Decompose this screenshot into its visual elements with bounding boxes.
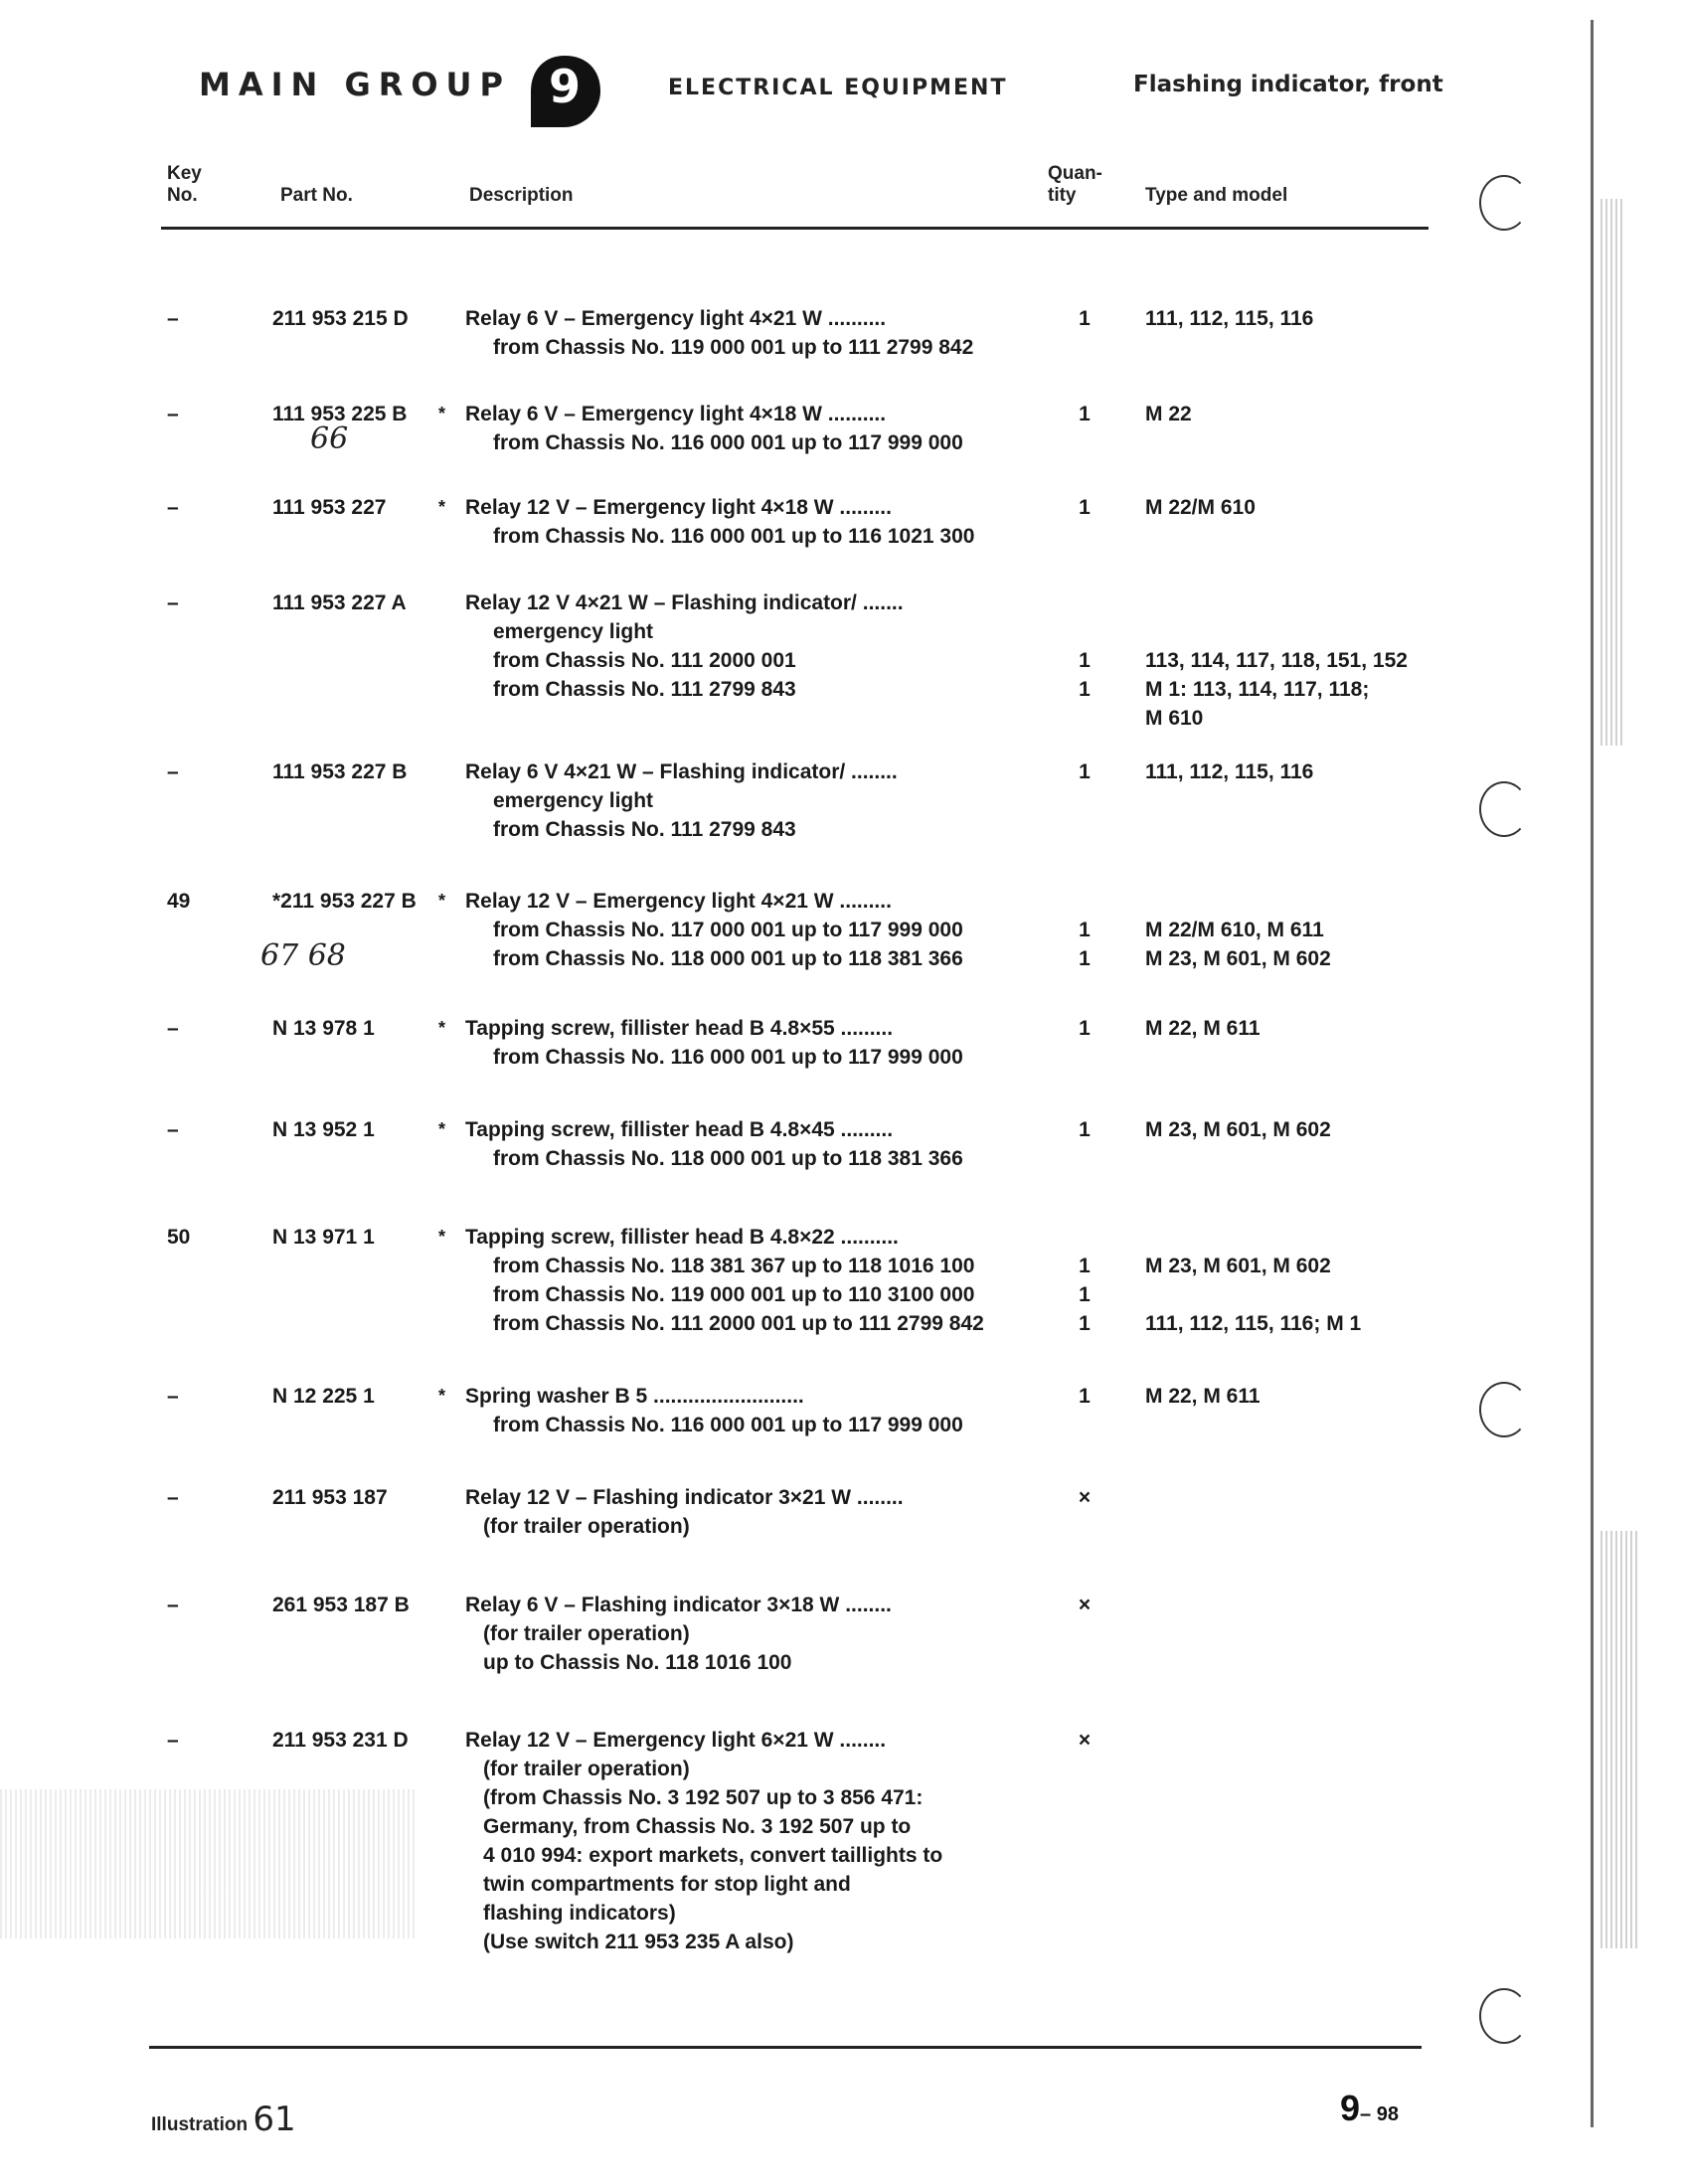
- type-model: 113, 114, 117, 118, 151, 152: [1145, 649, 1408, 672]
- description-line: Relay 12 V – Emergency light 6×21 W ........: [465, 1729, 887, 1752]
- type-model: M 1: 113, 114, 117, 118;: [1145, 678, 1370, 701]
- key-no: 49: [167, 890, 191, 913]
- key-no: –: [167, 1729, 179, 1752]
- description-line: Relay 12 V – Flashing indicator 3×21 W ........: [465, 1486, 904, 1509]
- quantity: 1: [1079, 947, 1091, 970]
- description-line: from Chassis No. 117 000 001 up to 117 999 000: [493, 919, 963, 941]
- description-line: from Chassis No. 116 000 001 up to 116 1021 300: [493, 525, 975, 548]
- part-no: 211 953 231 D: [272, 1729, 409, 1752]
- description-line: from Chassis No. 111 2799 843: [493, 818, 796, 841]
- description-line: up to Chassis No. 118 1016 100: [483, 1651, 792, 1674]
- quantity: ×: [1078, 1594, 1092, 1616]
- revision-star: *: [438, 497, 446, 517]
- quantity: 1: [1079, 403, 1091, 425]
- illustration-label: Illustration: [151, 2114, 249, 2135]
- description-line: from Chassis No. 116 000 001 up to 117 999 000: [493, 1414, 963, 1436]
- description-line: (for trailer operation): [483, 1758, 690, 1780]
- type-model: M 22, M 611: [1145, 1017, 1261, 1040]
- col-description: Description: [469, 185, 574, 206]
- quantity: 1: [1079, 1283, 1091, 1306]
- key-no: –: [167, 307, 179, 330]
- type-model: M 23, M 601, M 602: [1145, 1118, 1331, 1141]
- type-model: M 22/M 610: [1145, 496, 1256, 519]
- subsection-title: Flashing indicator, front: [1133, 72, 1443, 97]
- part-no: 211 953 215 D: [272, 307, 409, 330]
- revision-star: *: [438, 404, 446, 423]
- description-line: flashing indicators): [483, 1902, 676, 1925]
- part-no: N 12 225 1: [272, 1385, 375, 1408]
- type-model: M 22: [1145, 403, 1192, 425]
- revision-star: *: [438, 1227, 446, 1247]
- scan-artifact: [0, 1789, 418, 1938]
- type-model: M 22, M 611: [1145, 1385, 1261, 1408]
- footer-rule: [149, 2046, 1422, 2049]
- quantity: 1: [1079, 678, 1091, 701]
- col-quantity-line2: tity: [1048, 185, 1077, 206]
- description-line: Spring washer B 5 ..........................: [465, 1385, 804, 1408]
- quantity: 1: [1079, 649, 1091, 672]
- key-no: –: [167, 1017, 179, 1040]
- revision-star: *: [438, 1386, 446, 1406]
- part-no: 111 953 227 B: [272, 760, 408, 783]
- quantity: 1: [1079, 760, 1091, 783]
- description-line: (for trailer operation): [483, 1622, 690, 1645]
- description: [465, 757, 1052, 844]
- type-model: M 610: [1145, 707, 1204, 730]
- description-line: from Chassis No. 111 2000 001: [493, 649, 796, 672]
- description-line: Relay 6 V – Emergency light 4×18 W ..........: [465, 403, 887, 425]
- key-no: –: [167, 403, 179, 425]
- description-line: Germany, from Chassis No. 3 192 507 up to: [483, 1815, 912, 1838]
- description-line: Tapping screw, fillister head B 4.8×22 ..........: [465, 1226, 899, 1249]
- description: [465, 1483, 1052, 1541]
- part-no: 111 953 225 B: [272, 403, 408, 425]
- header-rule: [161, 227, 1429, 230]
- description-line: 4 010 994: export markets, convert taillights to: [483, 1844, 943, 1867]
- main-group-label: MAIN GROUP: [199, 66, 511, 103]
- description-line: Relay 6 V – Emergency light 4×21 W ..........: [465, 307, 887, 330]
- page-number-main: 9: [1340, 2088, 1361, 2128]
- part-no: 111 953 227 A: [272, 591, 407, 614]
- description-line: Relay 12 V – Emergency light 4×18 W .........: [465, 496, 892, 519]
- description: [465, 493, 1052, 551]
- scan-artifact: [1600, 199, 1622, 746]
- description-line: from Chassis No. 119 000 001 up to 110 3100 000: [493, 1283, 975, 1306]
- group-number-badge: [527, 54, 602, 129]
- description-line: Relay 6 V – Flashing indicator 3×18 W ........: [465, 1594, 892, 1616]
- key-no: –: [167, 591, 179, 614]
- quantity: 1: [1079, 1255, 1091, 1277]
- quantity: 1: [1079, 919, 1091, 941]
- description-line: from Chassis No. 116 000 001 up to 117 999 000: [493, 1046, 963, 1069]
- part-no: 111 953 227: [272, 496, 387, 519]
- description-line: (for trailer operation): [483, 1515, 690, 1538]
- revision-star: *: [438, 891, 446, 911]
- part-no: 261 953 187 B: [272, 1594, 410, 1616]
- col-part-no: Part No.: [280, 185, 353, 206]
- type-model: M 23, M 601, M 602: [1145, 947, 1331, 970]
- quantity: ×: [1078, 1486, 1092, 1509]
- type-model: 111, 112, 115, 116: [1145, 760, 1314, 783]
- description-line: (from Chassis No. 3 192 507 up to 3 856 471:: [483, 1786, 924, 1809]
- col-quantity: [1048, 163, 1102, 207]
- part-no: N 13 952 1: [272, 1118, 375, 1141]
- description: [465, 887, 1052, 973]
- page-edge: [1591, 20, 1594, 2127]
- description: [465, 1115, 1052, 1173]
- type-model: 111, 112, 115, 116: [1145, 307, 1314, 330]
- binder-hole-icon: [1479, 175, 1529, 231]
- revision-star: *: [438, 1018, 446, 1038]
- type-model: M 22/M 610, M 611: [1145, 919, 1324, 941]
- quantity: ×: [1078, 1729, 1092, 1752]
- illustration-number: 61: [252, 2100, 296, 2139]
- description: [465, 1223, 1052, 1338]
- description-line: Relay 6 V 4×21 W – Flashing indicator/ ........: [465, 760, 898, 783]
- type-model: M 23, M 601, M 602: [1145, 1255, 1331, 1277]
- description: [465, 1014, 1052, 1072]
- key-no: –: [167, 760, 179, 783]
- col-key-no: [167, 163, 202, 207]
- col-quantity-line1: Quan-: [1048, 163, 1102, 184]
- revision-star: *: [438, 1119, 446, 1139]
- part-no: N 13 978 1: [272, 1017, 375, 1040]
- quantity: 1: [1079, 1017, 1091, 1040]
- col-key-no-line2: No.: [167, 185, 198, 206]
- group-number: 9: [548, 60, 581, 113]
- key-no: –: [167, 1385, 179, 1408]
- description: [465, 1591, 1052, 1677]
- col-type-model: Type and model: [1145, 185, 1288, 206]
- description-line: from Chassis No. 118 000 001 up to 118 381 366: [493, 947, 963, 970]
- description-line: twin compartments for stop light and: [483, 1873, 851, 1896]
- part-no: N 13 971 1: [272, 1226, 375, 1249]
- description-line: from Chassis No. 119 000 001 up to 111 2799 842: [493, 336, 974, 359]
- page-number: [1340, 2088, 1399, 2129]
- binder-hole-icon: [1479, 1382, 1529, 1437]
- quantity: 1: [1079, 1118, 1091, 1141]
- description-line: Relay 12 V 4×21 W – Flashing indicator/ .......: [465, 591, 904, 614]
- key-no: –: [167, 1594, 179, 1616]
- description-line: Tapping screw, fillister head B 4.8×55 .........: [465, 1017, 894, 1040]
- description: [465, 304, 1052, 362]
- description: [465, 1382, 1052, 1439]
- binder-hole-icon: [1479, 781, 1529, 837]
- description: [465, 400, 1052, 457]
- description: [465, 1726, 1052, 1956]
- page-number-sub: – 98: [1360, 2103, 1399, 2125]
- quantity: 1: [1079, 307, 1091, 330]
- description-line: emergency light: [493, 789, 654, 812]
- key-no: –: [167, 496, 179, 519]
- description-line: from Chassis No. 111 2000 001 up to 111 2799 842: [493, 1312, 984, 1335]
- part-no: 211 953 187: [272, 1486, 388, 1509]
- key-no: –: [167, 1118, 179, 1141]
- scan-artifact: [1600, 1531, 1640, 1948]
- section-title: ELECTRICAL EQUIPMENT: [668, 76, 1008, 100]
- key-no: 50: [167, 1226, 191, 1249]
- description-line: from Chassis No. 116 000 001 up to 117 999 000: [493, 431, 963, 454]
- description-line: from Chassis No. 111 2799 843: [493, 678, 796, 701]
- part-no: *211 953 227 B: [272, 890, 417, 913]
- description-line: emergency light: [493, 620, 654, 643]
- quantity: 1: [1079, 1312, 1091, 1335]
- quantity: 1: [1079, 496, 1091, 519]
- handwritten-note: 66: [310, 421, 349, 456]
- description-line: (Use switch 211 953 235 A also): [483, 1931, 794, 1953]
- description-line: Tapping screw, fillister head B 4.8×45 .........: [465, 1118, 894, 1141]
- description: [465, 588, 1052, 704]
- key-no: –: [167, 1486, 179, 1509]
- binder-hole-icon: [1479, 1988, 1529, 2044]
- description-line: Relay 12 V – Emergency light 4×21 W .........: [465, 890, 892, 913]
- description-line: from Chassis No. 118 381 367 up to 118 1016 100: [493, 1255, 975, 1277]
- description-line: from Chassis No. 118 000 001 up to 118 381 366: [493, 1147, 963, 1170]
- type-model: 111, 112, 115, 116; M 1: [1145, 1312, 1362, 1335]
- col-key-no-line1: Key: [167, 163, 202, 184]
- handwritten-note: 67 68: [260, 938, 346, 973]
- illustration-ref: [151, 2100, 296, 2139]
- quantity: 1: [1079, 1385, 1091, 1408]
